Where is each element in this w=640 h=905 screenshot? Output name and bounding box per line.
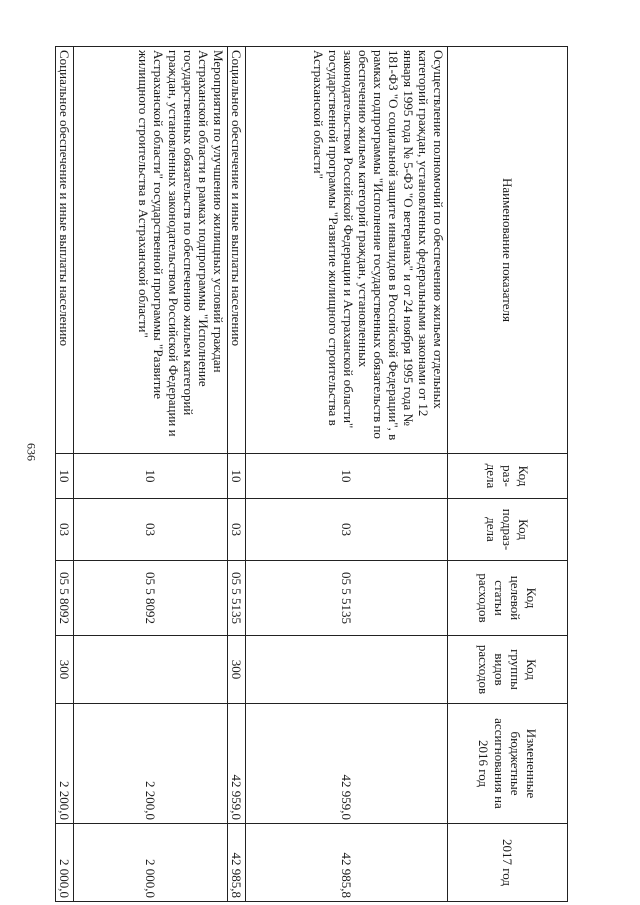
row-year-2017: 42 985,8	[228, 824, 246, 902]
table-row	[246, 47, 448, 902]
row-statya: 05 5 5135	[228, 561, 246, 636]
row-razdel: 10	[228, 454, 246, 499]
row-name: Социальное обеспечение и иные выплаты населению	[228, 47, 246, 454]
row-podrazdel: 03	[56, 499, 74, 561]
rotated-table-container	[57, 46, 568, 901]
budget-table	[55, 46, 568, 902]
header-gruppa: Код группы видов расходов	[448, 636, 568, 704]
row-statya: 05 5 8092	[56, 561, 74, 636]
row-year-2017: 2 000,0	[56, 824, 74, 902]
header-statya: Код целевой статьи расходов	[448, 561, 568, 636]
table-row	[56, 47, 74, 902]
header-row	[448, 47, 568, 902]
header-podrazdel: Код подраз-дела	[448, 499, 568, 561]
page-number: 636	[24, 443, 39, 461]
row-statya: 05 5 8092	[74, 561, 228, 636]
row-assign-2016: 2 200,0	[74, 704, 228, 824]
row-name: Социальное обеспечение и иные выплаты населению	[56, 47, 74, 454]
row-razdel: 10	[74, 454, 228, 499]
row-name: Осуществление полномочий по обеспечению жильем отдельных категорий граждан, установленных федеральными законами от 12 января 1995 года № 5-ФЗ "О ветеранах" и от 24 ноября 1995 года № 181-ФЗ "О социальной защите инвалидов в Российской Федерации", в рамках подпрограммы "Исполнение государственных обязательств по обеспечению жильем категорий граждан, установленных законодательством Российской Федерации и Астраханской области" государственной программы "Развитие жилищного строительства в Астраханской области"	[246, 47, 448, 454]
row-gruppa: 300	[56, 636, 74, 704]
row-assign-2016: 42 959,0	[228, 704, 246, 824]
row-razdel: 10	[246, 454, 448, 499]
row-podrazdel: 03	[246, 499, 448, 561]
row-podrazdel: 03	[228, 499, 246, 561]
header-razdel: Код раз-дела	[448, 454, 568, 499]
row-statya: 05 5 5135	[246, 561, 448, 636]
header-name: Наименование показателя	[448, 47, 568, 454]
row-year-2017: 42 985,8	[246, 824, 448, 902]
row-gruppa	[74, 636, 228, 704]
row-gruppa: 300	[228, 636, 246, 704]
header-assign-2016: Измененные бюджетные ассигнования на 2016 год	[448, 704, 568, 824]
row-gruppa	[246, 636, 448, 704]
row-podrazdel: 03	[74, 499, 228, 561]
table-row	[74, 47, 228, 902]
row-assign-2016: 2 200,0	[56, 704, 74, 824]
table-row	[228, 47, 246, 902]
row-name: Мероприятия по улучшению жилищных условий граждан Астраханской области в рамках подпрограммы "Исполнение государственных обязательств по обеспечению жильем категорий граждан, установленных законодательством Российской Федерации и Астраханской области" государственной программы "Развитие жилищного строительства в Астраханской области"	[74, 47, 228, 454]
row-year-2017: 2 000,0	[74, 824, 228, 902]
row-assign-2016: 42 959,0	[246, 704, 448, 824]
row-razdel: 10	[56, 454, 74, 499]
header-year-2017: 2017 год	[448, 824, 568, 902]
